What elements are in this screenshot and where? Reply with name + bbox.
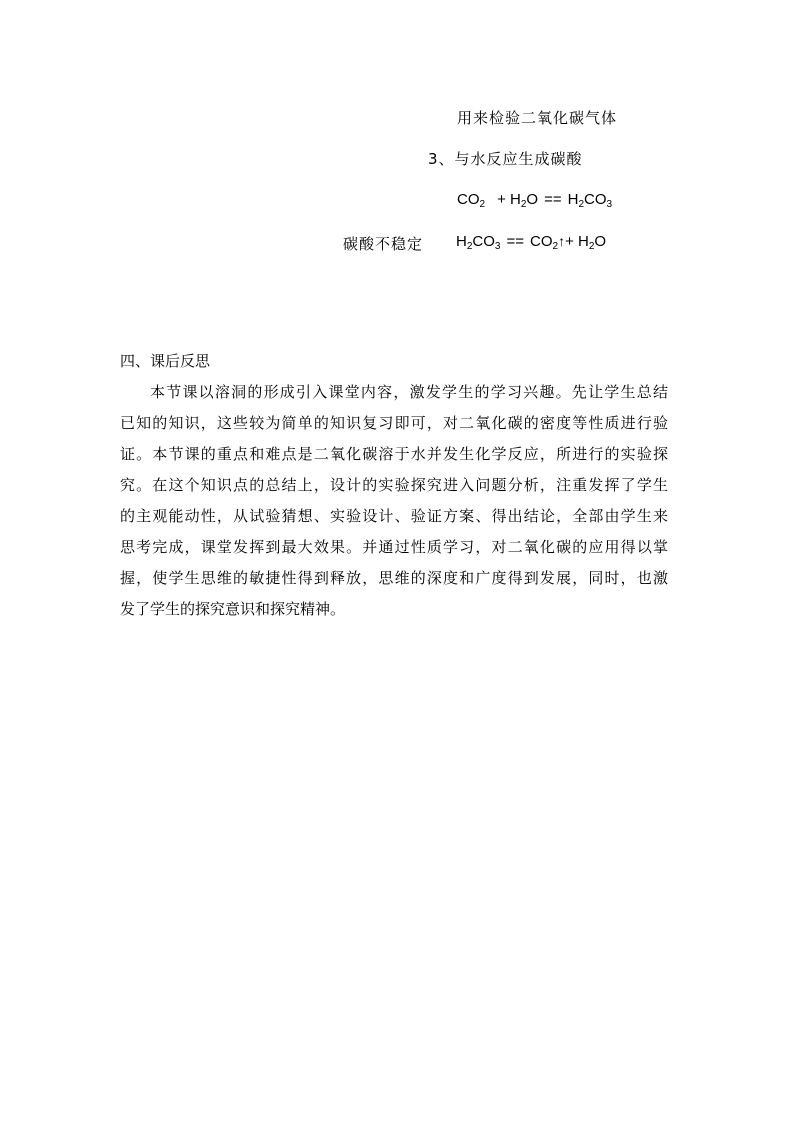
text-line-reaction-heading: 3、与水反应生成碳酸 (428, 150, 583, 168)
eq2-equals: == (506, 233, 524, 250)
eq2-co2: CO (530, 233, 553, 250)
eq1-h: H (567, 191, 579, 208)
eq2-h: H (456, 233, 467, 250)
eq1-o: O (526, 191, 539, 208)
text-line-co2-test: 用来检验二氧化碳气体 (457, 109, 618, 127)
paragraph-line: 究。在这个知识点的总结上，设计的实验探究进入问题分析，注重发挥了学生 (120, 476, 668, 494)
paragraph-line: 思考完成，课堂发挥到最大效果。并通过性质学习，对二氧化碳的应用得以掌 (120, 538, 668, 556)
equation-co2-water (457, 191, 612, 210)
eq1-equals: == (544, 191, 562, 208)
paragraph-line: 已知的知识，这些较为简单的知识复习即可，对二氧化碳的密度等性质进行验 (120, 414, 668, 432)
gas-arrow-icon: ↑ (558, 233, 566, 249)
eq1-co-sub: 2 (479, 199, 486, 210)
eq1-co3-sub: 3 (606, 199, 613, 210)
eq1-co-product: CO (584, 191, 607, 208)
eq1-h-sub: 2 (520, 199, 527, 210)
reflection-paragraph (120, 377, 668, 625)
text-carbonic-unstable-label: 碳酸不稳定 (343, 235, 424, 253)
eq1-plus-h: + H (497, 191, 521, 208)
paragraph-line: 发了学生的探究意识和探究精神。 (120, 600, 346, 618)
section-heading-reflection: 四、课后反思 (120, 352, 211, 370)
eq2-co2-sub: 2 (552, 241, 559, 252)
eq2-h2o-sub: 2 (588, 241, 595, 252)
paragraph-line: 握，使学生思维的敏捷性得到释放，思维的深度和广度得到发展，同时，也激 (120, 569, 668, 587)
paragraph-line: 证。本节课的重点和难点是二氧化碳溶于水并发生化学反应，所进行的实验探 (120, 445, 668, 463)
equation-carbonic-decompose (456, 233, 606, 252)
paragraph-line: 本节课以溶洞的形成引入课堂内容，激发学生的学习兴趣。先让学生总结 (150, 383, 668, 401)
eq2-co3-sub: 3 (494, 241, 501, 252)
eq1-h2-sub: 2 (578, 199, 584, 210)
eq2-co: CO (472, 233, 495, 250)
eq2-plus-h: + H (565, 233, 589, 250)
eq2-h-sub: 2 (466, 241, 473, 252)
eq1-co: CO (457, 191, 480, 208)
paragraph-line: 的主观能动性，从试验猜想、实验设计、验证方案、得出结论，全部由学生来 (120, 507, 668, 525)
eq2-o: O (594, 233, 607, 250)
